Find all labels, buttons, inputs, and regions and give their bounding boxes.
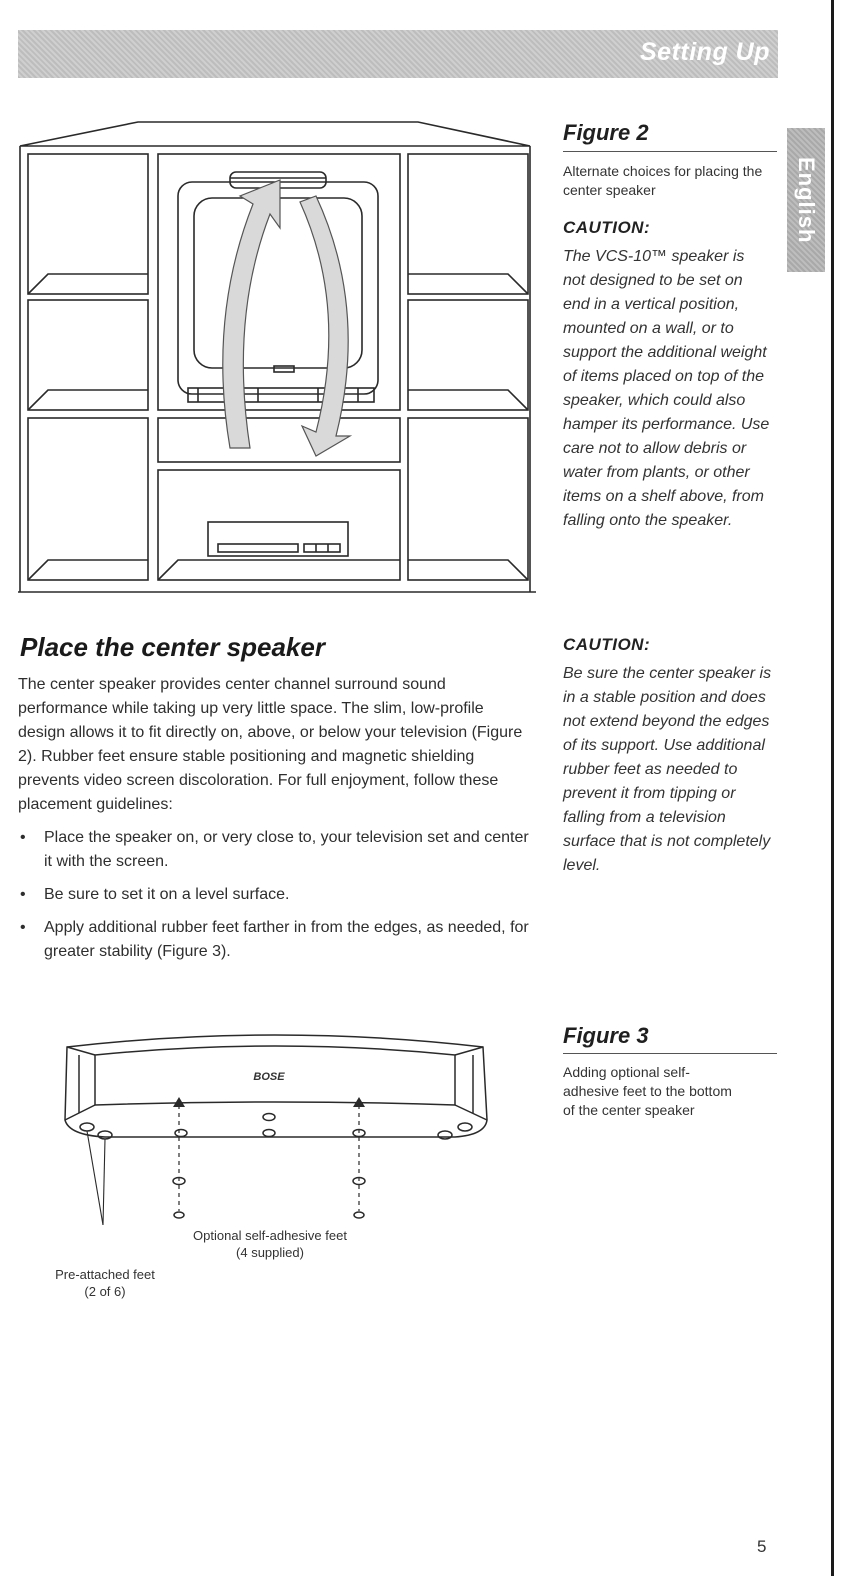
arrow-down-icon [300,196,350,456]
intro-paragraph: The center speaker provides center channel surround sound performance while taking up very little space. The slim, low-profile design allows it to fit directly on, above, or below your television (Figure 2). Rubber feet ensure stable positioning and magnetic shielding prevents video screen discoloration. For full enjoyment, follow these placement guidelines: [18,676,523,813]
placement-guidelines-list [18,826,538,973]
section-title: Place the center speaker [20,632,325,662]
callout-optional-feet [145,1227,395,1261]
bullet-icon: • [20,919,26,936]
arrow-up-icon [223,180,280,448]
caution2-heading: CAUTION: [563,635,651,654]
figure2-entertainment-center-illustration [18,118,538,596]
list-item-text: Place the speaker on, or very close to, your television set and center it with the screen. [44,829,529,870]
caution1-body: The VCS-10™ speaker is not designed to be set on end in a vertical position, mounted on a wall, or to support the additional weight of items placed on top of the speaker, which could also hamper its performance. Use care not to allow debris or water from plants, or other items on a shelf above, from falling onto the speaker. [563,248,770,529]
bullet-icon: • [20,829,26,846]
figure2-rule [563,151,777,152]
callout-optional-feet-label: Optional self-adhesive feet [193,1228,347,1243]
callout-preattached-feet-count: (2 of 6) [84,1284,126,1299]
caution2-body: Be sure the center speaker is in a stable position and does not extend beyond the edges of its support. Use additional rubber feet as needed to prevent it from tipping or falling from a television surface that is not completely level. [563,665,772,874]
section-header-title: Setting Up [640,38,770,66]
figure3-title: Figure 3 [563,1023,649,1048]
bose-logo: BOSE [253,1071,285,1083]
caution1-heading: CAUTION: [563,218,651,237]
page-edge-rule [831,0,834,1576]
language-tab-label: English [794,156,819,244]
figure2-caption: Alternate choices for placing the center speaker [563,163,763,198]
list-item-text: Be sure to set it on a level surface. [44,886,290,903]
figure3-rule [563,1053,777,1054]
list-item-text: Apply additional rubber feet farther in from the edges, as needed, for greater stability (Figure 3). [44,919,529,960]
list-item [18,826,538,874]
page-number: 5 [757,1537,767,1556]
callout-optional-feet-count: (4 supplied) [236,1245,304,1260]
bullet-icon: • [20,886,26,903]
header-band [18,30,778,78]
callout-preattached-feet-label: Pre-attached feet [55,1267,155,1282]
callout-preattached-feet [30,1266,180,1300]
figure3-speaker-illustration [55,1025,505,1225]
figure3-caption: Adding optional self-adhesive feet to the bottom of the center speaker [563,1064,732,1118]
figure2-title: Figure 2 [563,120,649,145]
list-item [18,916,538,964]
list-item [18,883,538,907]
